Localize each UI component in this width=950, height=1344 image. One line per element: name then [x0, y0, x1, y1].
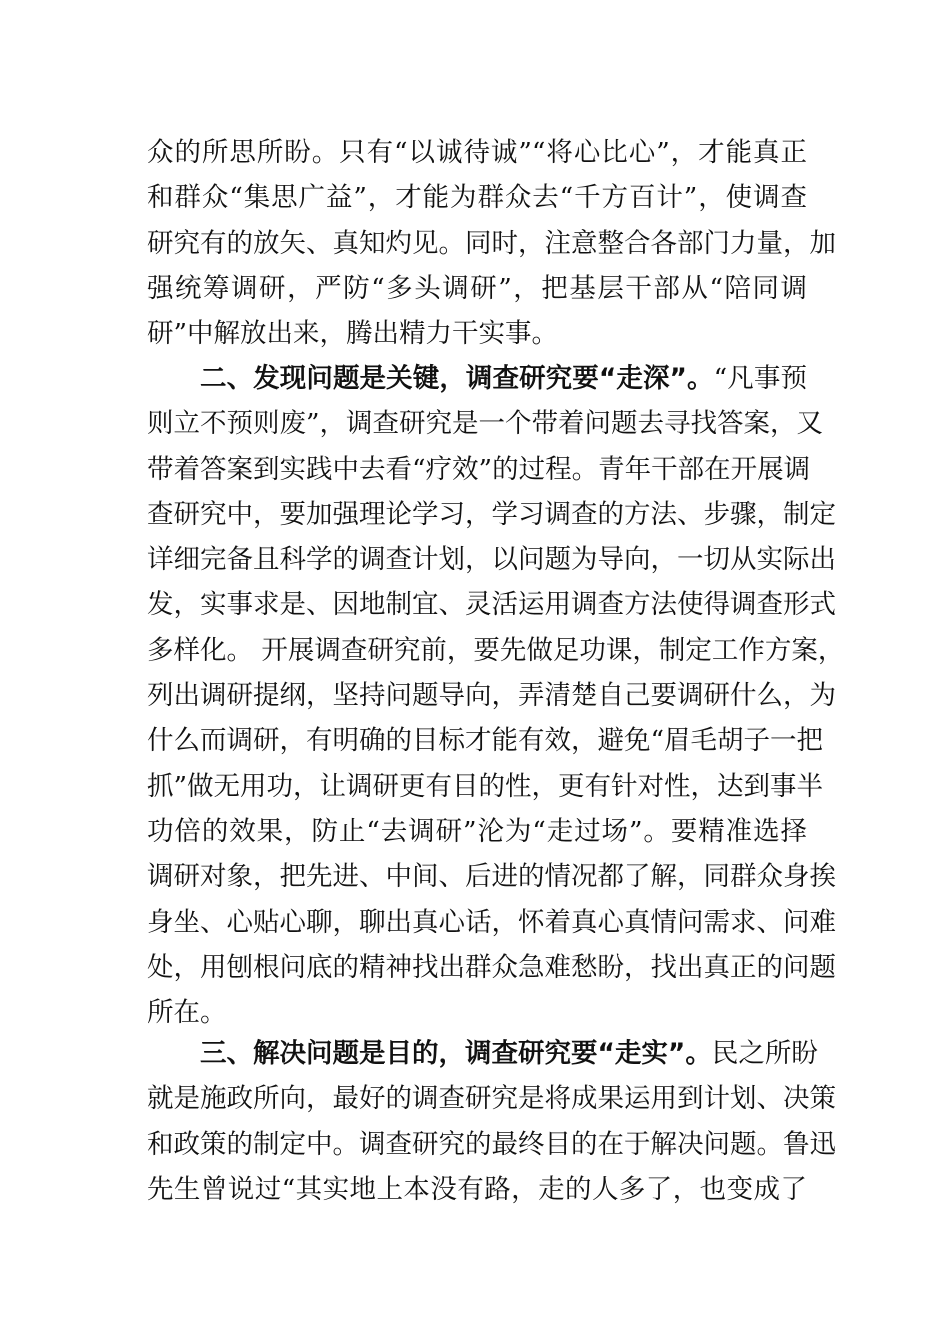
text-line: 多样化。 开展调查研究前，要先做足功课，制定工作方案， — [147, 634, 845, 666]
text-line: 处，用刨根问底的精神找出群众急难愁盼，找出真正的问题 — [147, 951, 836, 983]
paragraph-1 — [147, 130, 836, 356]
section-heading-2: 二、发现问题是关键，调查研究要“走深”。 — [200, 363, 714, 394]
text-line: 强统筹调研，严防“多头调研”，把基层干部从“陪同调 — [147, 272, 807, 304]
text-line: 所在。 — [147, 997, 227, 1029]
text-line: 研究有的放矢、真知灼见。同时，注意整合各部门力量，加 — [147, 227, 836, 259]
text-line: 则立不预则废”，调查研究是一个带着问题去寻找答案，又 — [147, 408, 824, 440]
section-heading-3: 三、解决问题是目的，调查研究要“走实”。 — [200, 1038, 712, 1069]
paragraph-3 — [147, 1031, 836, 1212]
text-line: 身坐、心贴心聊，聊出真心话，怀着真心真情问需求、问难 — [147, 906, 836, 938]
text-line: 带着答案到实践中去看“疗效”的过程。青年干部在开展调 — [147, 453, 811, 485]
paragraph-2-first-line-rest: “凡事预 — [713, 363, 807, 394]
text-line: 和群众“集思广益”，才能为群众去“千方百计”，使调查 — [147, 182, 807, 214]
text-line: 众的所思所盼。只有“以诚待诚”“将心比心”，才能真正 — [147, 137, 807, 168]
text-line: 研”中解放出来，腾出精力干实事。 — [147, 318, 559, 350]
text-line: 什么而调研，有明确的目标才能有效，避免“眉毛胡子一把 — [147, 725, 824, 757]
paragraph-2-first-line — [147, 356, 807, 401]
paragraph-3-first-line-rest: 民之所盼 — [711, 1038, 818, 1069]
text-line: 列出调研提纲，坚持问题导向，弄清楚自己要调研什么，为 — [147, 680, 836, 712]
text-line: 就是施政所向，最好的调查研究是将成果运用到计划、决策 — [147, 1083, 836, 1115]
text-line: 发，实事求是、因地制宜、灵活运用调查方法使得调查形式 — [147, 589, 836, 621]
paragraph-3-first-line — [147, 1031, 818, 1076]
text-line: 先生曾说过“其实地上本没有路，走的人多了，也变成了 — [147, 1173, 807, 1205]
text-line: 详细完备且科学的调查计划，以问题为导向，一切从实际出 — [147, 544, 836, 576]
text-line: 抓”做无用功，让调研更有目的性，更有针对性，达到事半 — [147, 770, 824, 802]
text-line: 调研对象，把先进、中间、后进的情况都了解，同群众身挨 — [147, 861, 836, 893]
paragraph-2 — [147, 356, 845, 1035]
text-line: 和政策的制定中。调查研究的最终目的在于解决问题。鲁迅 — [147, 1128, 836, 1160]
text-line: 功倍的效果，防止“去调研”沦为“走过场”。要精准选择 — [147, 815, 807, 847]
text-line: 查研究中，要加强理论学习，学习调查的方法、步骤，制定 — [147, 498, 836, 530]
